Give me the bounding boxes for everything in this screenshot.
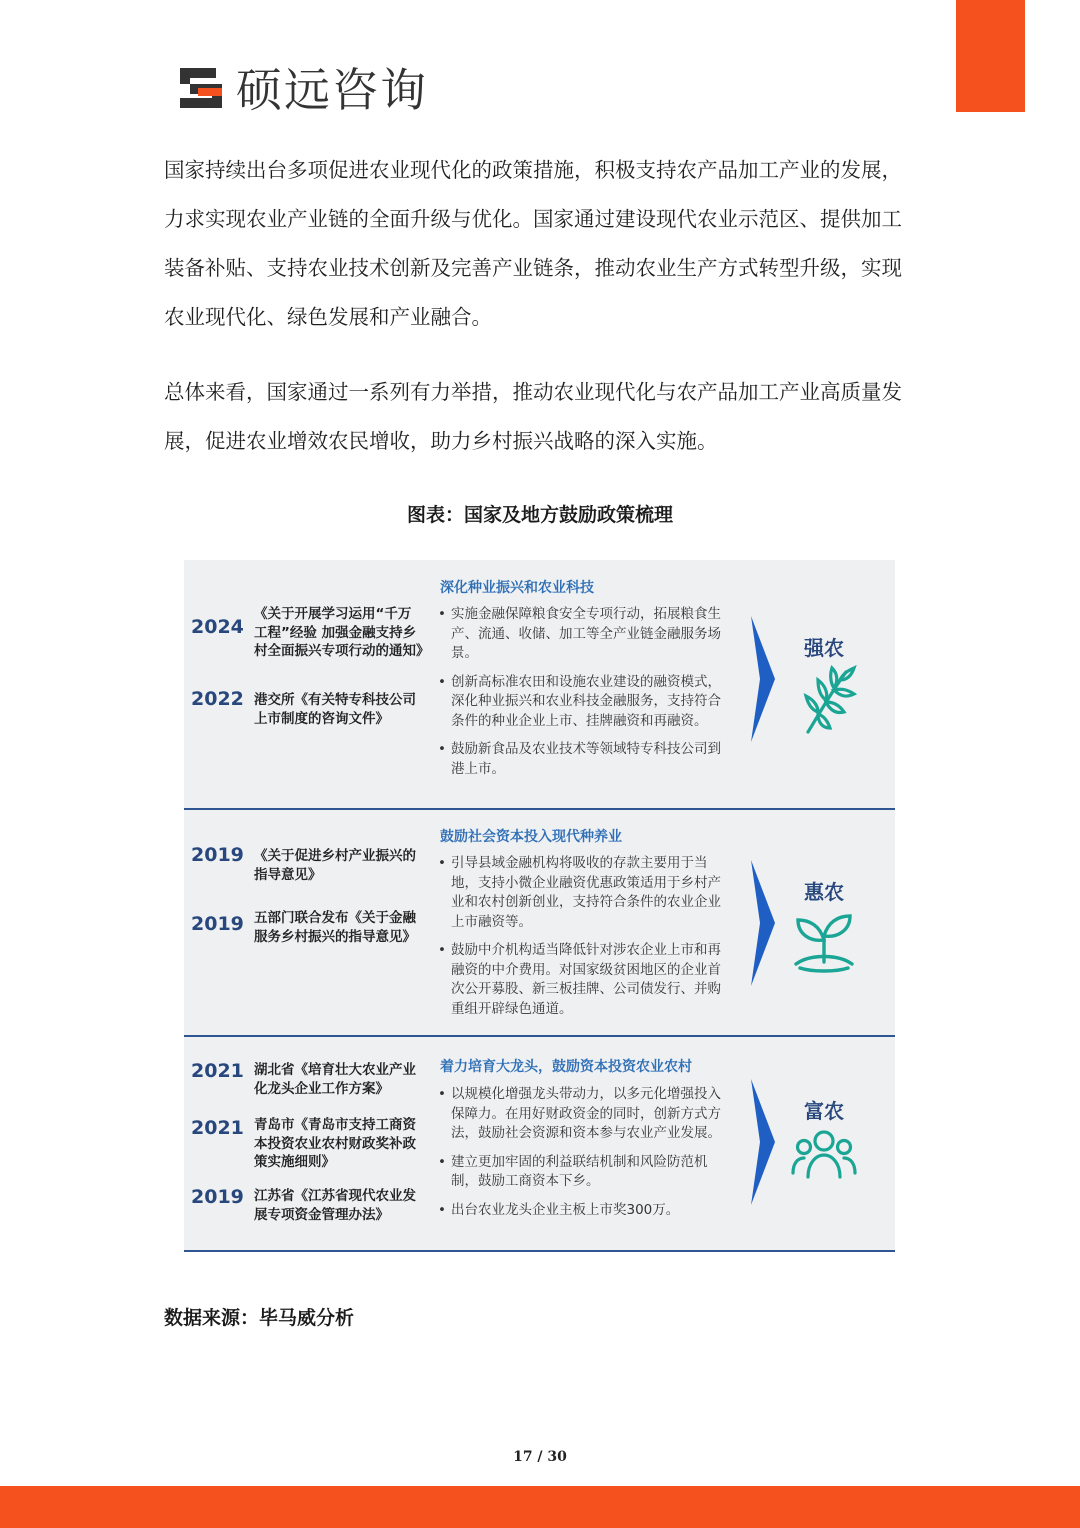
policy-section-2 bbox=[184, 810, 895, 1036]
body-paragraph-1: 国家持续出台多项促进农业现代化的政策措施，积极支持农产品加工产业的发展，力求实现农业产业链的全面升级与优化。国家通过建设现代农业示范区、提供加工装备补贴、支持农业技术创新及完善产业链条，推动农业生产方式转型升级，实现农业现代化、绿色发展和产业融合。 bbox=[164, 158, 902, 329]
section-heading: 深化种业振兴和农业科技 bbox=[440, 580, 594, 596]
section-heading: 着力培育大龙头，鼓励资本投资农业农村 bbox=[440, 1059, 692, 1075]
body-paragraph-2: 总体来看，国家通过一系列有力举措，推动农业现代化与农产品加工产业高质量发展，促进农业增效农民增收，助力乡村振兴战略的深入实施。 bbox=[164, 380, 902, 453]
bullet-item: • 以规模化增强龙头带动力，以多元化增强投入保障力。在用好财政资金的同时，创新方式方法，鼓励社会资源和资本参与农业产业发展。 bbox=[438, 1085, 728, 1144]
policy-year: 2024 bbox=[191, 616, 244, 638]
policy-document: 江苏省《江苏省现代农业发展专项资金管理办法》 bbox=[254, 1188, 416, 1223]
policy-document: 港交所《有关特专科技公司上市制度的咨询文件》 bbox=[254, 692, 416, 727]
bullet-list bbox=[438, 854, 728, 1028]
policy-document: 《关于促进乡村产业振兴的指导意见》 bbox=[254, 848, 416, 883]
page-number: 17 / 30 bbox=[513, 1449, 567, 1465]
category-label: 富农 bbox=[804, 1099, 844, 1123]
section-heading: 鼓励社会资本投入现代种养业 bbox=[440, 829, 622, 845]
chevron-right-icon bbox=[751, 1079, 775, 1205]
logo-mark-icon bbox=[176, 62, 226, 112]
policy-document: 五部门联合发布《关于金融服务乡村振兴的指导意见》 bbox=[254, 910, 416, 945]
policy-year: 2019 bbox=[191, 844, 244, 866]
bullet-item: • 引导县域金融机构将吸收的存款主要用于当地，支持小微企业融资优惠政策适用于乡村产业和农村创新创业，支持符合条件的农业企业上市融资等。 bbox=[438, 854, 728, 932]
bullet-item: • 建立更加牢固的利益联结机制和风险防范机制，鼓励工商资本下乡。 bbox=[438, 1153, 728, 1192]
seedling-icon bbox=[790, 910, 858, 974]
policy-document: 青岛市《青岛市支持工商资本投资农业农村财政奖补政策实施细则》 bbox=[254, 1117, 416, 1170]
bullet-item: • 实施金融保障粮食安全专项行动，拓展粮食生产、流通、收储、加工等全产业链金融服务场景。 bbox=[438, 605, 728, 664]
section-divider bbox=[184, 1250, 895, 1252]
policy-year: 2022 bbox=[191, 688, 244, 710]
policy-year: 2019 bbox=[191, 913, 244, 935]
bullet-list bbox=[438, 605, 728, 788]
chevron-right-icon bbox=[751, 616, 775, 742]
policy-section-1 bbox=[184, 560, 895, 810]
policy-document: 湖北省《培育壮大农业产业化龙头企业工作方案》 bbox=[254, 1062, 416, 1097]
chevron-right-icon bbox=[751, 860, 775, 986]
bullet-item: • 鼓励中介机构适当降低针对涉农企业上市和再融资的中介费用。对国家级贫困地区的企业首次公开募股、新三板挂牌、公司债发行、并购重组开辟绿色通道。 bbox=[438, 941, 728, 1019]
logo bbox=[176, 60, 428, 117]
category-label: 惠农 bbox=[804, 880, 844, 904]
policy-document: 《关于开展学习运用“千万工程”经验 加强金融支持乡村全面振兴专项行动的通知》 bbox=[254, 606, 430, 659]
wheat-icon bbox=[790, 664, 858, 736]
policy-section-3 bbox=[184, 1037, 895, 1251]
policy-figure bbox=[184, 560, 895, 1252]
category-label: 强农 bbox=[804, 636, 844, 660]
bullet-item: • 鼓励新食品及农业技术等领域特专科技公司到港上市。 bbox=[438, 740, 728, 779]
figure-title: 图表：国家及地方鼓励政策梳理 bbox=[406, 504, 673, 526]
corner-accent-block bbox=[956, 0, 1025, 112]
policy-year: 2021 bbox=[191, 1117, 244, 1139]
policy-year: 2019 bbox=[191, 1186, 244, 1208]
bullet-item: • 创新高标准农田和设施农业建设的融资模式，深化种业振兴和农业科技金融服务，支持符合条件的种业企业上市、挂牌融资和再融资。 bbox=[438, 673, 728, 732]
logo-text: 硕远咨询 bbox=[236, 63, 428, 117]
footer-accent-bar bbox=[0, 1486, 1080, 1528]
people-group-icon bbox=[790, 1127, 858, 1183]
policy-year: 2021 bbox=[191, 1060, 244, 1082]
bullet-item: • 出台农业龙头企业主板上市奖300万。 bbox=[438, 1201, 728, 1221]
bullet-list bbox=[438, 1085, 728, 1229]
data-source: 数据来源：毕马威分析 bbox=[164, 1307, 355, 1329]
